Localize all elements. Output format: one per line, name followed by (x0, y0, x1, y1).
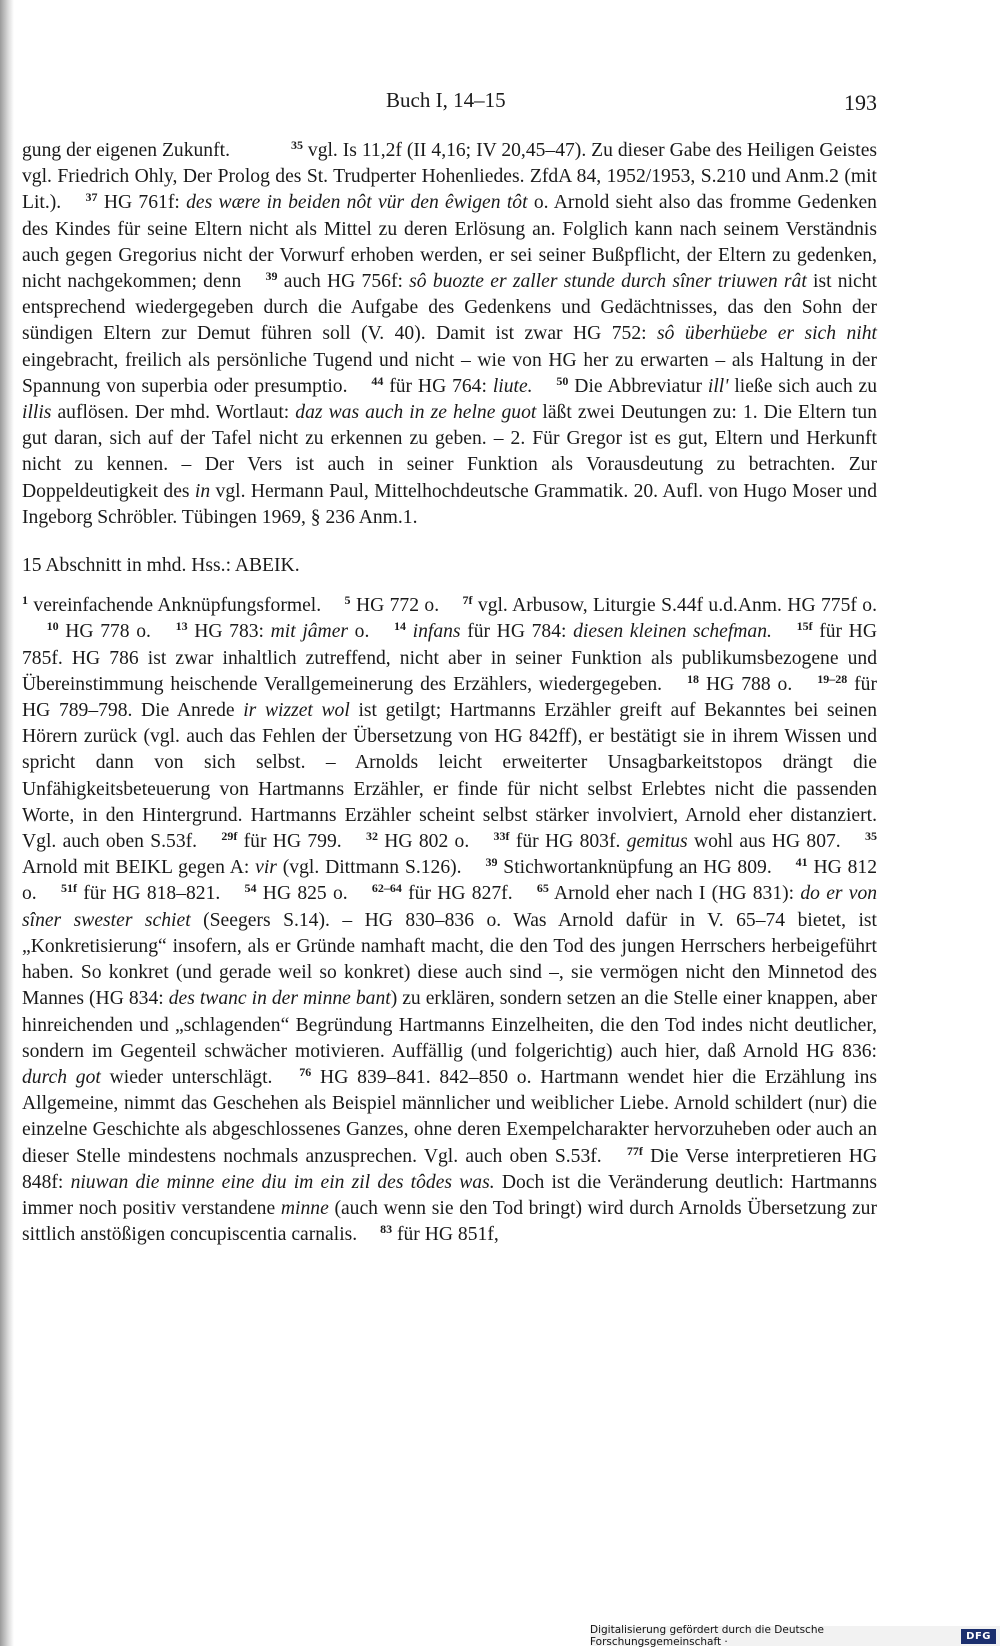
note-text: Arnold eher nach I (HG 831): (554, 883, 795, 905)
note-marker: 76 (299, 1064, 312, 1079)
note-text: für HG 803f. (515, 831, 621, 853)
note-text: für HG 764: (389, 375, 487, 397)
note-text: gung der eigenen Zukunft. (22, 140, 230, 161)
quote-text: liute. (492, 375, 533, 397)
note-marker: 62–64 (371, 881, 402, 896)
dfg-logo: DFG (961, 1629, 996, 1644)
note-text: für HG 818–821. (83, 883, 221, 905)
note-text: HG 788 o. (705, 673, 793, 695)
note-marker: 37 (85, 190, 98, 205)
note-text: für HG 784: (467, 621, 567, 643)
note-text: wieder unterschlägt. (109, 1066, 273, 1088)
quote-text: minne (280, 1197, 329, 1219)
note-text: ist nicht entsprechend wiedergegeben durch die Aufgabe des Gedenkens und Gedächtnisses, das den Sohn der sündigen Eltern zur Demut führen soll (V. 40). Damit ist zwar HG 752: (22, 271, 877, 345)
note-text: (vgl. Dittmann S.126). (282, 857, 462, 879)
quote-text: durch got (22, 1066, 101, 1088)
note-marker: 32 (365, 829, 378, 844)
note-marker: 13 (175, 619, 188, 634)
funding-credit: Digitalisierung gefördert durch die Deutsche Forschungsgemeinschaft · (590, 1624, 824, 1648)
note-marker: 54 (244, 881, 257, 896)
quote-text: daz was auch in ze helne guot (295, 402, 537, 424)
note-marker: 19–28 (817, 671, 848, 686)
note-text: vgl. Is 11,2f (II 4,16; IV 20,45–47). Zu dieser Gabe des Heiligen Geistes vgl. Friedrich Ohly, Der Prolog des St. Trudperter Hohenliedes. ZfdA 84, 1952/1953, S.210 und Anm.2 (mit Lit.). (22, 140, 878, 214)
scan-edge-shadow (0, 0, 14, 1646)
note-text: HG 778 o. (65, 621, 151, 643)
note-marker: 5 (344, 593, 351, 608)
quote-text: des twanc in der minne bant (168, 988, 391, 1010)
note-text: für HG 799. (243, 831, 342, 853)
note-text: vgl. Arbusow, Liturgie S.44f u.d.Anm. HG 775f o. (477, 595, 877, 617)
note-text: Doch ist die Veränderung deutlich: Hartmanns immer noch positiv verstandene (22, 1171, 877, 1219)
digitization-footer (590, 1626, 1000, 1646)
quote-text: des wære in beiden nôt vür den êwigen tôt (186, 192, 528, 214)
note-text: HG 839–841. 842–850 o. Hartmann wendet hier die Erzählung ins Allgemeine, nimmt das Geschehen als Beispiel männlicher und weiblicher Liebe. Arnold schildert (nur) die einzelne Geschichte als abgeschlossenes Ganzes, ohne deren Exempelcharakter hervorzuheben oder auch an dieser Stelle mindestens nochmals anzusprechen. Vgl. auch oben S.53f. (22, 1066, 878, 1167)
note-text: vereinfachende Anknüpfungsformel. (33, 595, 322, 617)
quote-text: niuwan die minne eine diu im ein zil des tôdes was. (70, 1171, 495, 1193)
note-marker: 44 (371, 373, 384, 388)
quote-text: in (194, 480, 211, 502)
note-text: o. (354, 621, 370, 643)
note-text: HG 761f: (103, 192, 180, 214)
note-marker: 29f (221, 829, 238, 844)
note-marker: 50 (556, 373, 569, 388)
note-text: läßt zwei Deutungen zu: 1. Die Eltern tun gut daran, sich auf der Tafel nicht zu erkennen zu geben. – 2. Für Gregor ist es gut, Eltern und Herkunft nicht zu kennen. – Der Vers ist auch in seiner Funktion als Vorausdeutung zu betrachten. Zur Doppeldeutigkeit des (22, 402, 878, 502)
running-title: Buch I, 14–15 (386, 88, 506, 112)
note-text: ließe sich auch zu (734, 375, 878, 397)
page-number: 193 (844, 90, 877, 115)
note-marker: 33f (493, 829, 510, 844)
note-text: Die Verse interpretieren HG 848f: (22, 1145, 878, 1193)
note-text: für HG 851f, (396, 1224, 499, 1246)
note-marker: 39 (485, 855, 498, 870)
note-marker: 18 (687, 671, 700, 686)
commentary-body (22, 138, 877, 1248)
note-text: eingebracht, freilich als persönliche Tugend und nicht – wie von HG her zu erwarten – als Haltung in der Spannung von superbia oder presumptio. (22, 349, 877, 397)
note-text: Stichwortanknüpfung an HG 809. (503, 857, 772, 879)
quote-text: sô überhüebe er sich niht (657, 323, 877, 345)
note-text: für HG 789–798. Die Anrede (22, 673, 878, 722)
quote-text: ir wizzet wol (243, 700, 350, 722)
note-text: ) zu erklären, sondern setzen an die Stelle einer knappen, aber hinreichenden und „schlagenden“ Begründung Hartmanns Einzelheiten, die den Tod indes nicht deutlicher, sondern im Gegenteil schwächer motivieren. Auffällig (und folgerichtig) auch hier, daß Arnold HG 836: (22, 988, 877, 1062)
note-marker: 83 (380, 1222, 393, 1237)
quote-text: vir (255, 857, 277, 879)
note-marker: 39 (265, 269, 278, 284)
note-text: HG 812 o. (22, 857, 877, 905)
running-head (22, 88, 877, 128)
note-text: für HG 827f. (408, 883, 513, 905)
note-marker: 7f (462, 593, 473, 608)
note-text: o. Arnold sieht also das fromme Gedenken des Kindes für seine Eltern nicht als Mittel zu deren Erlösung an. Folglich kann nach seinem Verständnis auch gegen Gregorius nicht der Vorwurf erhoben werden, er sei seiner Bußpflicht, der Eltern zu gedenken, nicht nachgekommen; denn (22, 192, 877, 293)
note-text: vgl. Hermann Paul, Mittelhochdeutsche Grammatik. 20. Aufl. von Hugo Moser und Ingeborg Schröbler. Tübingen 1969, § 236 Anm.1. (22, 480, 878, 528)
note-marker: 65 (536, 881, 549, 896)
quote-text: do er von sîner swester schiet (22, 883, 878, 931)
note-marker: 10 (46, 619, 59, 634)
note-text: Die Abbreviatur (574, 375, 703, 397)
note-text: auch HG 756f: (283, 271, 403, 293)
quote-text: illis (22, 402, 52, 424)
note-text: HG 772 o. (355, 595, 440, 617)
quote-text: sô buozte er zaller stunde durch sîner triuwen rât (409, 271, 807, 293)
note-text: wohl aus HG 807. (693, 831, 841, 853)
book-page (22, 88, 877, 1248)
note-text: HG 783: (194, 621, 264, 643)
note-marker: 15f (796, 619, 813, 634)
note-text: Arnold mit BEIKL gegen A: (22, 857, 250, 879)
note-text: (auch wenn sie den Tod bringt) wird durch Arnolds Übersetzung zur sittlich anstößigen concupiscentia carnalis. (22, 1197, 878, 1246)
note-text: HG 825 o. (262, 883, 348, 905)
note-text: HG 802 o. (384, 831, 470, 853)
section-15-heading: 15 Abschnitt in mhd. Hss.: ABEIK. (22, 555, 300, 577)
quote-text: gemitus (626, 831, 688, 853)
section-15-notes (22, 593, 877, 1248)
note-text: auflösen. Der mhd. Wortlaut: (57, 402, 290, 424)
quote-text: mit jâmer (270, 621, 349, 643)
note-marker: 35 (865, 829, 878, 844)
note-marker: 51f (60, 881, 77, 896)
note-marker: 41 (795, 855, 808, 870)
note-marker: 77f (626, 1143, 643, 1158)
note-marker: 35 (290, 138, 303, 152)
note-marker: 1 (22, 593, 28, 608)
note-text: für HG 785f. HG 786 ist zwar inhaltlich zutreffend, nicht aber in seiner Funktion als publikumsbezogene und Übereinstimmung heischende Verallgemeinerung des Erzählers, wiedergegeben. (22, 621, 877, 695)
note-marker: 14 (394, 619, 407, 634)
quote-text: ill' (707, 375, 729, 397)
quote-text: infans (412, 621, 461, 643)
note-text: ist getilgt; Hartmanns Erzähler greift auf Bekanntes bei seinen Hörern zurück (vgl. auch das Fehlen der Übersetzung von HG 842ff), er bestätigt sie in ihrem Wissen und spricht dann von sich selbst. – Arnolds leicht erweiterter Unsagbarkeitstopos drängt die Unfähigkeitsbeteuerung von Hartmanns Erzähler, er finde für nicht selbst Erlebtes nicht die passenden Worte, in den Hintergrund. Hartmanns Erzähler scheint selbst stärker involviert, Arnold eher distanziert. Vgl. auch oben S.53f. (22, 700, 878, 853)
note-text: (Seegers S.14). – HG 830–836 o. Was Arnold dafür in V. 65–74 bietet, ist „Konkretisierung“ insofern, als er Gründe namhaft macht, die den Tod des jungen Herrschers herbeigeführt haben. So konkret (und gerade weil so konkret) diese auch sind –, sie vermögen nicht den Minnetod des Mannes (HG 834: (22, 909, 877, 1010)
section-14-notes (22, 138, 877, 531)
quote-text: diesen kleinen schefman. (573, 621, 772, 643)
